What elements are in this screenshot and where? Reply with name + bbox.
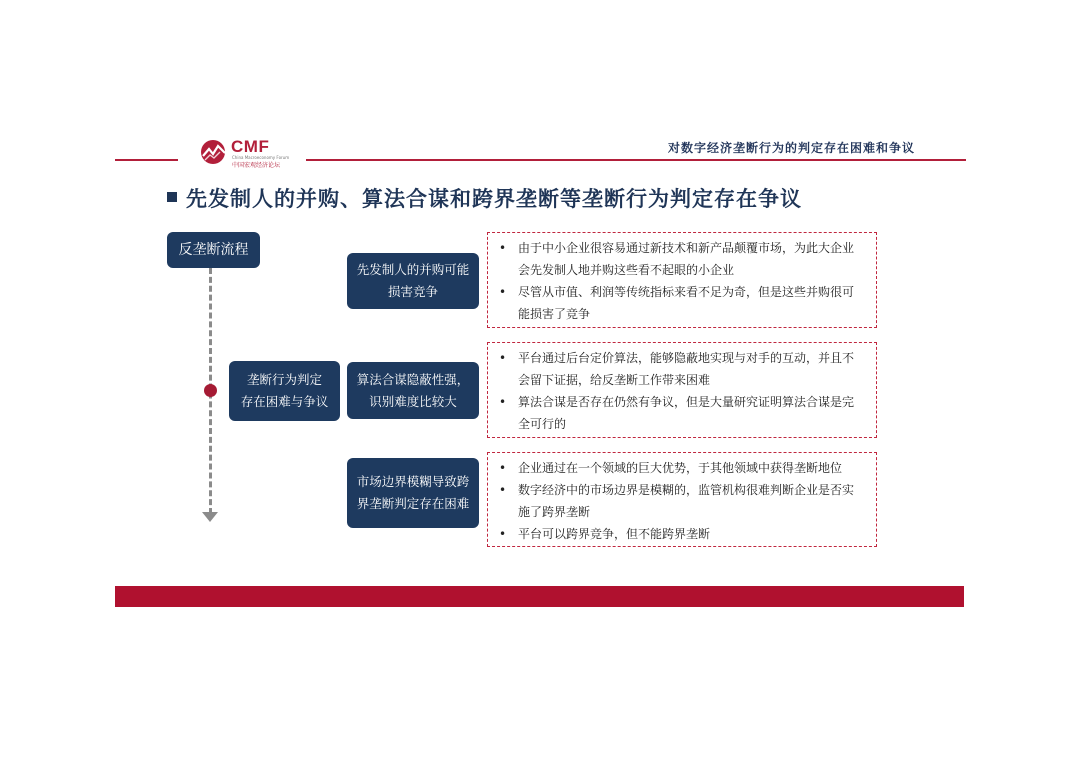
title-bullet-square	[167, 192, 177, 202]
category-label-line2: 界垄断判定存在困难	[356, 496, 470, 511]
category-label-line2: 识别难度比较大	[369, 393, 457, 409]
detail-box-algorithmic-collusion	[487, 342, 877, 438]
list-item	[494, 523, 866, 545]
bullet-icon: •	[499, 395, 507, 409]
category-box-algorithmic-collusion	[347, 362, 479, 419]
list-item-line: 数字经济中的市场边界是模糊的，监管机构很难判断企业是否实	[518, 483, 855, 497]
list-item-line: 施了跨界垄断	[518, 505, 591, 519]
list-item	[494, 347, 866, 391]
list-item-line: 会留下证据，给反垄断工作带来困难	[518, 373, 711, 387]
detail-box-preemptive-merger	[487, 232, 877, 328]
flow-title-box	[167, 232, 260, 268]
category-box-cross-border-monopoly	[347, 458, 479, 528]
flow-dot	[204, 384, 217, 397]
list-item-line: 平台可以跨界竞争，但不能跨界垄断	[518, 527, 711, 541]
header-rule-left	[115, 159, 178, 161]
category-label-line1: 市场边界模糊导致跨	[356, 474, 470, 489]
list-item	[494, 479, 866, 523]
bullet-icon: •	[499, 351, 507, 365]
list-item	[494, 457, 866, 479]
bullet-icon: •	[499, 461, 507, 475]
list-item-line: 全可行的	[518, 417, 567, 431]
logo-subtitle-en: China Macroeconomy Forum	[232, 155, 290, 160]
category-box-preemptive-merger	[347, 253, 479, 309]
flow-title-text: 反垄断流程	[178, 242, 249, 258]
flow-stage-box	[229, 361, 340, 421]
category-label-line1: 算法合谋隐蔽性强，	[356, 371, 470, 387]
bullet-icon: •	[499, 527, 507, 541]
list-item-line: 能损害了竞争	[518, 307, 591, 321]
list-item-line: 由于中小企业很容易通过新技术和新产品颠覆市场，为此大企业	[518, 241, 855, 255]
cmf-logo-icon	[200, 139, 228, 165]
list-item	[494, 237, 866, 281]
logo-subtitle-cn: 中国宏观经济论坛	[232, 162, 281, 169]
list-item-line: 尽管从市值、利润等传统指标来看不足为奇，但是这些并购很可	[518, 285, 855, 299]
cmf-logo	[200, 137, 300, 167]
list-item-line: 算法合谋是否存在仍然有争议，但是大量研究证明算法合谋是完	[518, 395, 855, 409]
list-item	[494, 391, 866, 435]
list-item-line: 会先发制人地并购这些看不起眼的小企业	[518, 263, 735, 277]
list-item-line: 平台通过后台定价算法，能够隐蔽地实现与对手的互动，并且不	[518, 351, 855, 365]
logo-text: CMF	[231, 137, 270, 156]
header-title: 对数字经济垄断行为的判定存在困难和争议	[667, 141, 915, 155]
bullet-icon: •	[499, 483, 507, 497]
bullet-icon: •	[499, 241, 507, 255]
slide-title: 先发制人的并购、算法合谋和跨界垄断等垄断行为判定存在争议	[186, 187, 802, 211]
footer-bar	[115, 586, 964, 607]
category-label-line2: 损害竞争	[387, 284, 438, 299]
flow-stage-line1: 垄断行为判定	[246, 372, 322, 387]
flow-arrow-down-icon	[202, 512, 218, 522]
detail-box-cross-border-monopoly	[487, 452, 877, 547]
flow-stage-line2: 存在困难与争议	[240, 394, 329, 409]
list-item-line: 企业通过在一个领域的巨大优势，于其他领域中获得垄断地位	[518, 461, 843, 475]
header-rule-right	[306, 159, 966, 161]
bullet-icon: •	[499, 285, 507, 299]
list-item	[494, 281, 866, 325]
category-label-line1: 先发制人的并购可能	[356, 262, 470, 277]
